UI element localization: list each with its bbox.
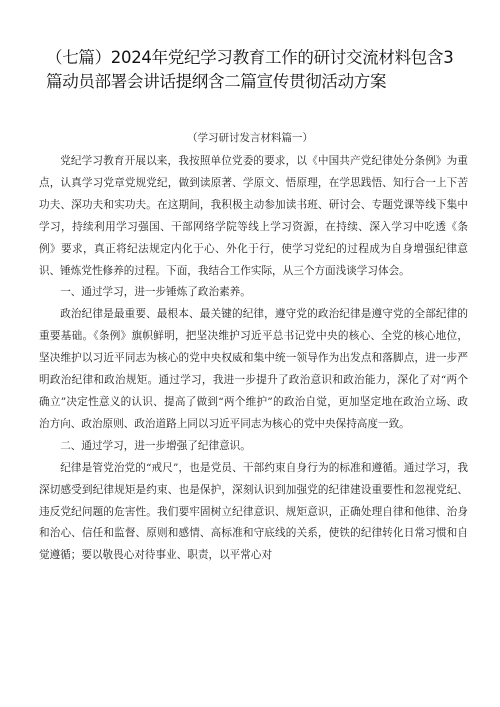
section-heading-1: 一、通过学习，进一步锤炼了政治素养。	[60, 286, 251, 299]
section-subtitle: （学习研讨发言材料篇一）	[187, 132, 313, 144]
document-title: （七篇）2024年党纪学习教育工作的研讨交流材料包含3篇动员部署会讲话提纲含二篇宣传贯彻活动方案	[46, 48, 454, 91]
paragraph-section-2: 纪律是管党治党的“戒尺”，也是党员、干部约束自身行为的标准和遵循。通过学习，我深切感受到纪律规矩是约束、也是保护，深刻认识到加强党的纪律建设重要性和忽视党纪、违反党纪问题的危害性。我们要牢固树立纪律意识、规矩意识，正确处理自律和他律、治身和治心、信任和监督、原则和感情、高标准和守底线的关系，使铁的纪律转化日常习惯和自觉遵循；要以敬畏心对待事业、职责，以平常心对	[39, 461, 468, 562]
paragraph-intro: 党纪学习教育开展以来，我按照单位党委的要求，以《中国共产党纪律处分条例》为重点，认真学习党章党规党纪，做到读原著、学原文、悟原理，在学思践悟、知行合一上下苦功夫、深功夫和实功夫。在这期间，我积极主动参加读书班、研讨会、专题党课等线下集中学习，持续利用学习强国、干部网络学院等线上学习资源，在持续、深入学习中吃透《条例》要求，真正将纪法规定内化于心、外化于行，使学习党纪的过程成为自身增强纪律意识、锤炼党性修养的过程。下面，我结合工作实际，从三个方面浅谈学习体会。	[39, 155, 468, 277]
document-body	[39, 151, 468, 567]
section-heading-2: 二、通过学习，进一步增强了纪律意识。	[60, 439, 251, 452]
paragraph-section-1: 政治纪律是最重要、最根本、最关键的纪律，遵守党的政治纪律是遵守党的全部纪律的重要基础。《条例》旗帜鲜明，把坚决维护习近平总书记党中央的核心、全党的核心地位，坚决维护以习近平同志为核心的党中央权威和集中统一领导作为出发点和落脚点，进一步严明政治纪律和政治规矩。通过学习，我进一步提升了政治意识和政治能力，深化了对“两个确立”决定性意义的认识、提高了做到“两个维护”的政治自觉，更加坚定地在政治立场、政治方向、政治原则、政治道路上同以习近平同志为核心的党中央保持高度一致。	[39, 308, 468, 430]
